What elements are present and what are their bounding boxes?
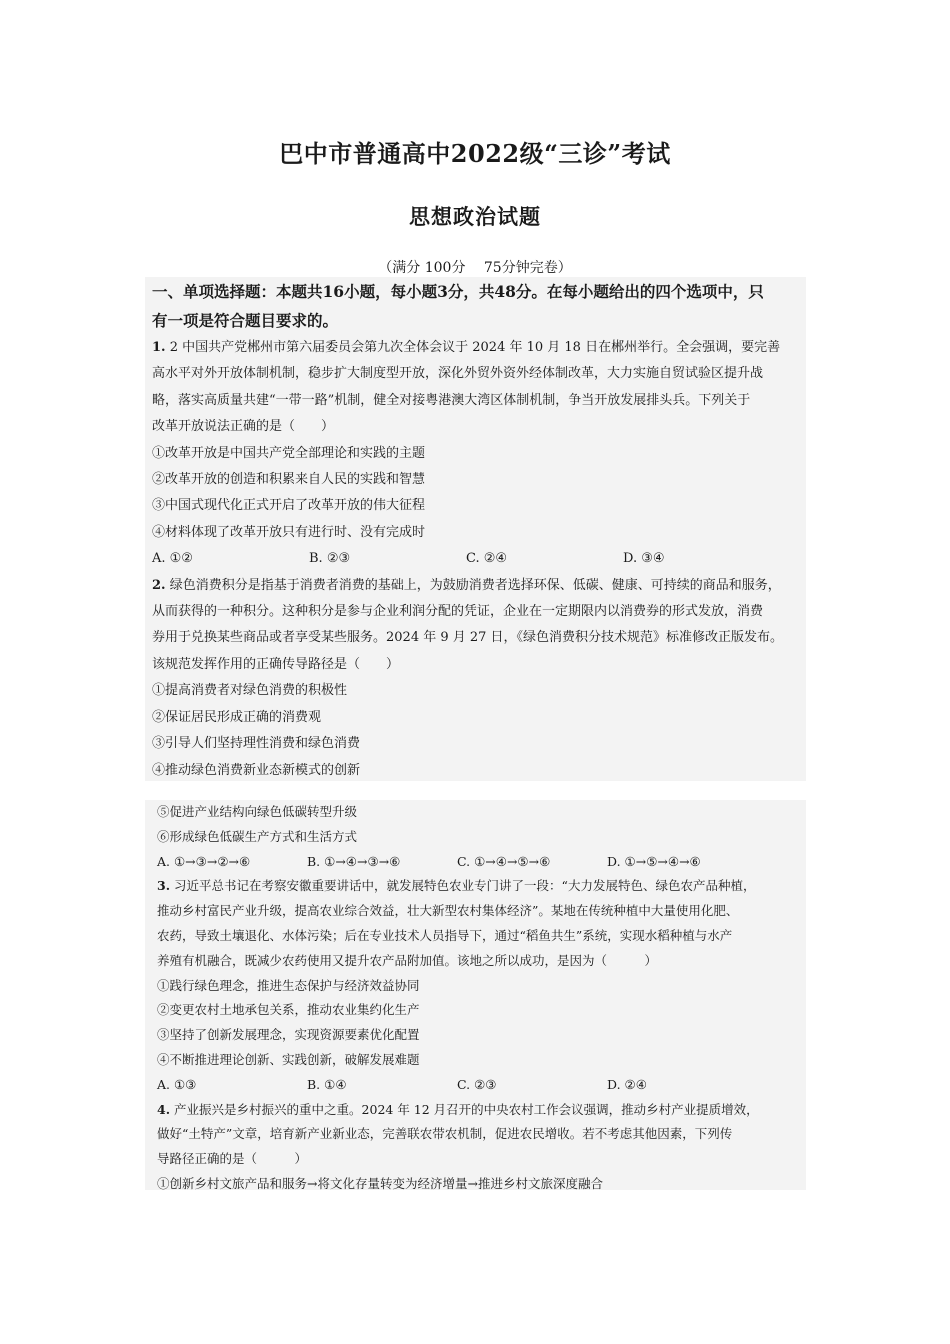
question-1-stem-line: 高水平对外开放体制机制，稳步扩大制度型开放，深化外贸外资外经体制改革，大力实施自贸试验区提升战 xyxy=(152,366,764,382)
question-2-stem-line: 从而获得的一种积分。这种积分是参与企业利润分配的凭证，企业在一定期限内以消费券的形式发放，消费 xyxy=(152,604,764,620)
question-2-option-b[interactable]: B. ①→④→③→⑥ xyxy=(307,853,401,869)
question-2-statement: ①提高消费者对绿色消费的积极性 xyxy=(152,683,348,699)
question-3-statement: ④不断推进理论创新、实践创新，破解发展难题 xyxy=(157,1051,420,1067)
question-1-statement: ②改革开放的创造和积累来自人民的实践和智慧 xyxy=(152,472,426,488)
question-2-option-d[interactable]: D. ①→⑤→④→⑥ xyxy=(607,853,701,869)
question-2-options xyxy=(157,850,806,875)
question-1-option-d[interactable]: D. ③④ xyxy=(623,551,665,567)
question-3-number: 3. xyxy=(157,878,171,894)
page-block-1 xyxy=(145,277,806,781)
question-1-text: 2 中国共产党郴州市第六届委员会第九次全体会议于 2024 年 10 月 18 日在郴州举行。全会强调，要完善 xyxy=(169,340,781,355)
question-4-stem-line xyxy=(157,1098,806,1123)
question-4-stem-line: 做好“土特产”文章，培育新产业新业态，完善联农带农机制，促进农民增收。若不考虑其他因素，下列传 xyxy=(157,1126,733,1142)
question-2-statement: ⑥形成绿色低碳生产方式和生活方式 xyxy=(157,828,358,844)
question-2-text: 绿色消费积分是指基于消费者消费的基础上，为鼓励消费者选择环保、低碳、健康、可持续的商品和服务， xyxy=(169,577,781,593)
question-3 xyxy=(157,874,806,1097)
page-block-2 xyxy=(145,800,806,1190)
question-4-statement: ①创新乡村文旅产品和服务→将文化存量转变为经济增量→推进乡村文旅深度融合 xyxy=(157,1175,603,1191)
question-3-stem-line xyxy=(157,874,806,899)
question-4-stem-line: 导路径正确的是（ ） xyxy=(157,1151,308,1167)
question-1 xyxy=(152,335,806,573)
question-3-stem-line: 农药，导致土壤退化、水体污染；后在专业技术人员指导下，通过“稻鱼共生”系统，实现水稻种植与水产 xyxy=(157,927,733,943)
question-3-option-a[interactable]: A. ①③ xyxy=(157,1076,197,1092)
question-4-number: 4. xyxy=(157,1101,171,1117)
exam-meta: （满分 100分 75分钟完卷） xyxy=(378,260,572,276)
question-4 xyxy=(157,1098,806,1197)
question-1-option-a[interactable]: A. ①② xyxy=(152,551,193,567)
question-2-option-a[interactable]: A. ①→③→②→⑥ xyxy=(157,853,251,869)
question-3-option-d[interactable]: D. ②④ xyxy=(607,1076,647,1092)
question-3-statement: ②变更农村土地承包关系，推动农业集约化生产 xyxy=(157,1002,420,1018)
question-2-number: 2. xyxy=(152,577,166,593)
question-1-stem-line: 略，落实高质量共建“一带一路”机制，健全对接粤港澳大湾区体制机制，争当开放发展排头兵。下列关于 xyxy=(152,392,751,408)
question-2-statement: ③引导人们坚持理性消费和绿色消费 xyxy=(152,736,361,752)
question-3-stem-line: 养殖有机融合，既减少农药使用又提升农产品附加值。该地之所以成功，是因为（ ） xyxy=(157,952,658,968)
question-2-statement: ④推动绿色消费新业态新模式的创新 xyxy=(152,762,361,778)
question-2-stem-line xyxy=(152,573,806,599)
question-1-statement: ④材料体现了改革开放只有进行时、没有完成时 xyxy=(152,524,426,540)
exam-subject: 思想政治试题 xyxy=(409,204,541,229)
section-heading-line-2: 有一项是符合题目要求的。 xyxy=(152,311,339,330)
question-1-number: 1. xyxy=(152,340,166,355)
question-1-statement: ①改革开放是中国共产党全部理论和实践的主题 xyxy=(152,445,426,461)
question-2-continued xyxy=(157,800,806,874)
question-2-statement: ②保证居民形成正确的消费观 xyxy=(152,709,322,725)
question-3-text: 习近平总书记在考察安徽重要讲话中，就发展特色农业专门讲了一段：“大力发展特色、绿色农产品种植， xyxy=(174,878,756,894)
question-2-option-c[interactable]: C. ①→④→⑤→⑥ xyxy=(457,853,551,869)
question-2-stem-line: 券用于兑换某些商品或者享受某些服务。2024 年 9 月 27 日，《绿色消费积分技术规范》标准修改正版发布。 xyxy=(152,630,784,646)
question-1-statement: ③中国式现代化正式开启了改革开放的伟大征程 xyxy=(152,498,426,514)
question-1-stem-line xyxy=(152,335,806,361)
question-3-statement: ③坚持了创新发展理念，实现资源要素优化配置 xyxy=(157,1027,420,1043)
question-1-option-c[interactable]: C. ②④ xyxy=(466,551,508,567)
question-1-stem-line: 改革开放说法正确的是（ ） xyxy=(152,419,335,435)
question-1-options xyxy=(152,546,806,572)
section-heading-line-1: 一、单项选择题：本题共16小题，每小题3分，共48分。在每小题给出的四个选项中，只 xyxy=(152,282,764,301)
question-2-stem-line: 该规范发挥作用的正确传导路径是（ ） xyxy=(152,656,400,672)
question-3-option-c[interactable]: C. ②③ xyxy=(457,1076,497,1092)
question-4-text: 产业振兴是乡村振兴的重中之重。2024 年 12 月召开的中央农村工作会议强调，推动乡村产业提质增效， xyxy=(174,1101,759,1117)
question-3-options xyxy=(157,1073,806,1098)
exam-title: 巴中市普通高中2022级“三诊”考试 xyxy=(279,139,671,168)
question-1-option-b[interactable]: B. ②③ xyxy=(309,551,351,567)
question-2-statement: ⑤促进产业结构向绿色低碳转型升级 xyxy=(157,804,358,819)
question-3-option-b[interactable]: B. ①④ xyxy=(307,1076,347,1092)
question-3-stem-line: 推动乡村富民产业升级，提高农业综合效益，壮大新型农村集体经济”。某地在传统种植中大量使用化肥、 xyxy=(157,903,739,919)
question-3-statement: ①践行绿色理念，推进生态保护与经济效益协同 xyxy=(157,977,420,993)
question-2 xyxy=(152,573,806,784)
